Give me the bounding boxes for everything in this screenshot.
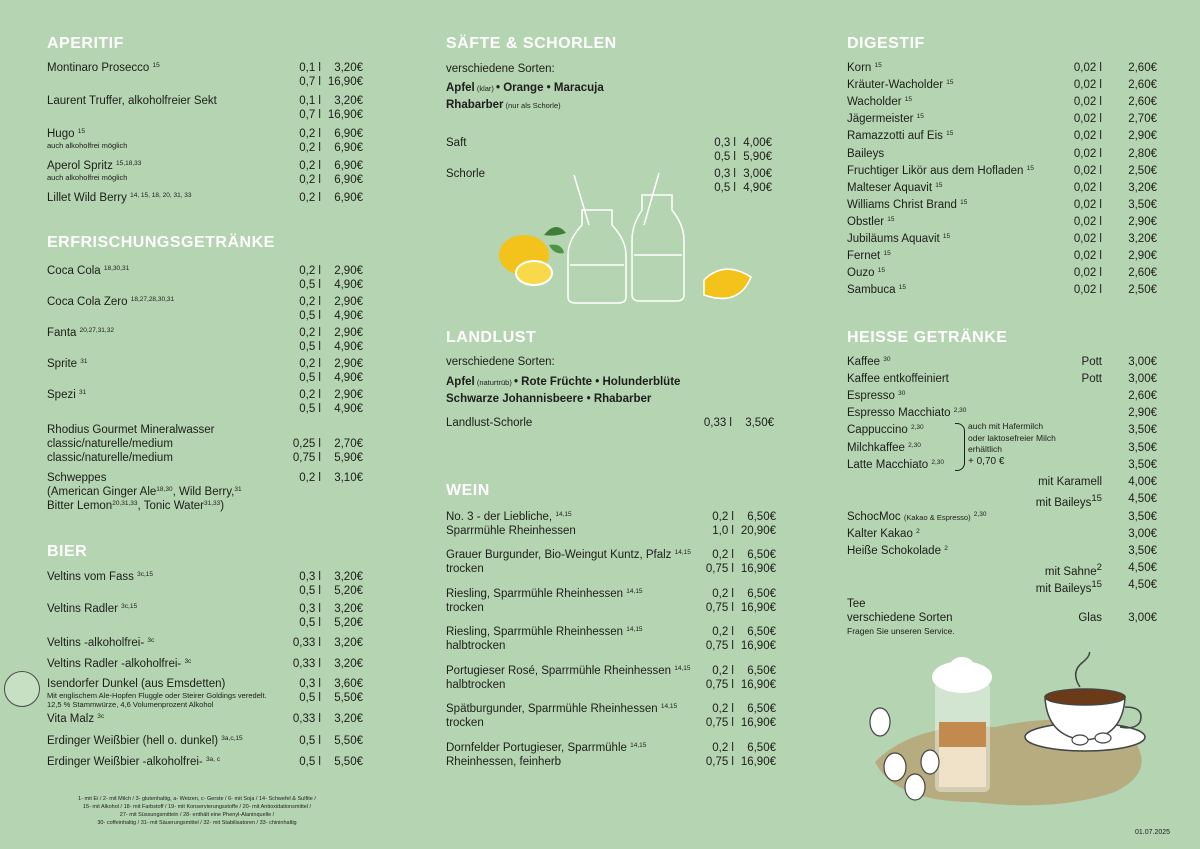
size-value: 0,75 l [705,717,734,729]
hot-drink-item: Espresso Macchiato $^{2,30}$ 2,90€ [847,407,1157,420]
price-value: 3,20€ [334,603,363,615]
digestif-item-name: Korn $^{15}$ [847,62,882,74]
isendorfer-item [47,677,363,709]
price-value: 6,90€ [334,142,363,154]
aperitif-item [47,61,363,88]
juice-item [446,136,776,163]
digestif-item [847,181,1157,195]
size-value: 0,33 l [292,637,321,649]
price-value: 3,50€ [1128,424,1157,437]
saefte-flavors-1: Apfel (klar) • Orange • Maracuja [446,82,604,94]
aperitif-item-name: Laurent Truffer, alkoholfreier Sekt [47,95,217,107]
price-value: 3,50€ [1128,458,1157,471]
size-value: 0,02 l [1073,233,1102,245]
landlust-item [446,416,776,430]
price-value: 6,50€ [747,742,776,754]
price-value: 3,50€ [1128,511,1157,523]
size-value: 0,2 l [299,160,321,172]
aperitif-item [47,94,363,121]
size-value: 0,2 l [299,389,321,401]
water-line2: classic/naturelle/medium [47,438,173,450]
schweppes-item [47,471,363,513]
wine-item: Dornfelder Portugieser, Sparrmühle $^{14,15}$ Rheinhessen, feinherb 0,2 l 0,75 l 6,50€ 16,90€ [446,742,776,768]
price-value: 3,50€ [1128,545,1157,558]
digestif-item-name: Williams Christ Brand $^{15}$ [847,198,968,211]
price-value: 3,20€ [334,713,363,725]
wine-item-name: Portugieser Rosé, Sparrmühle Rheinhessen $^{14,15}$ [446,665,691,677]
section-title-digestif: DIGESTIF [847,35,925,52]
size-value: 0,02 l [1073,250,1102,263]
size-value: 0,2 l [299,327,321,339]
price-value: 4,90€ [334,310,363,322]
price-value: 3,20€ [334,62,363,74]
price-value: 3,50€ [1128,441,1157,454]
section-title-aperitif: APERITIF [47,35,124,52]
price-value: 2,60€ [1128,96,1157,109]
size-value: 0,2 l [299,174,321,186]
size-value: 0,5 l [299,403,321,415]
size-value: 0,02 l [1073,267,1102,280]
hot-drink-item: Espresso $^{30}$ 2,60€ [847,390,1157,403]
size-value: 0,02 l [1073,215,1102,228]
price-value: 2,60€ [1128,267,1157,280]
price-value: 4,50€ [1128,579,1157,592]
hot-drink-note: mit Sahne$^2$ [1044,562,1102,579]
aperitif-item: Aperol Spritz $^{15,18,33}$ auch alkoholfrei möglich 0,2 l 0,2 l 6,90€ 6,90€ [47,160,363,186]
hot-drink-item: Cappuccino $^{2,30}$ 3,50€ [847,424,1157,437]
beer-item-name: Veltins -alkoholfrei- $^{3c}$ [47,637,155,649]
price-value: 2,60€ [1128,62,1157,74]
tee-item [847,597,1157,637]
size-value: 0,2 l [299,142,321,154]
price-value: 5,20€ [334,617,363,629]
hot-drink-note: Pott [1081,356,1102,368]
size-value: 0,2 l [299,192,321,204]
price-value: 3,20€ [1128,233,1157,245]
section-title-bier: BIER [47,543,88,560]
isendorfer-price: 3,60€ [334,678,363,690]
size-value: 0,75 l [705,563,734,575]
beer-item [47,755,363,769]
section-title-saefte: SÄFTE & SCHORLEN [446,35,617,52]
size-value: 0,02 l [1073,181,1102,194]
size-value: 0,75 l [705,679,734,691]
price-value: 4,90€ [334,279,363,291]
beer-item-name: Erdinger Weißbier -alkoholfrei- $^{3a, c}$ [47,756,221,768]
beer-item [47,602,363,629]
latte-glass-icon [932,657,992,792]
water-item [47,423,363,465]
price-value: 3,00€ [1128,373,1157,386]
saefte-intro: verschiedene Sorten: [446,63,555,75]
price-value: 16,90€ [327,109,363,121]
price-value: 3,50€ [1128,198,1157,211]
water-size: 0,75 l [292,452,321,464]
hot-drink-item: SchocMoc (Kakao & Espresso) $^{2,30}$ 3,50€ [847,511,1157,523]
price-value: 2,60€ [1128,390,1157,403]
size-value: 0,2 l [712,703,734,715]
lemon-icon [499,227,566,285]
digestif-item [847,129,1157,143]
hot-drink-note: mit Baileys$^{15}$ [1035,492,1102,509]
size-value: 0,1 l [299,95,321,107]
size-value: 0,2 l [299,265,321,277]
size-value: 0,1 l [299,62,321,74]
size-value: 0,3 l [299,603,321,615]
size-value: 0,5 l [299,756,321,768]
drink-item [47,295,363,322]
beer-item-name: Veltins Radler -alkoholfrei- $^{3c}$ [47,658,192,670]
schweppes-line2: (American Ginger Ale$^{18,30}$, Wild Berry,$^{31}$ [47,486,242,498]
saefte-flavors-2: Rhabarber (nur als Schorle) [446,99,561,111]
schweppes-name: Schweppes [47,472,107,484]
size-value: 0,2 l [712,549,734,561]
isendorfer-sub1: Mit englischem Ale-Hopfen Fluggle oder Steirer Goldings veredelt. [47,691,267,700]
size-value: 0,5 l [299,735,321,747]
milk-note: auch mit Hafermilch oder laktosefreier Milch erhältlich + 0,70 € [968,421,1056,467]
digestif-item [847,147,1157,161]
hot-drink-note [977,544,1102,558]
price-value: 4,90€ [743,182,772,194]
digestif-item [847,215,1157,229]
price-value: 2,90€ [1128,250,1157,263]
price-value: 5,50€ [334,756,363,768]
price-value: 16,90€ [740,602,776,614]
size-value: 0,5 l [714,151,736,163]
price-value: 6,90€ [334,174,363,186]
digestif-item-name: Sambuca $^{15}$ [847,284,907,297]
aperitif-item-name: Lillet Wild Berry $^{14, 15, 18, 20, 31, 33}$ [47,192,192,204]
size-value: 0,02 l [1073,130,1102,143]
price-value: 5,50€ [334,735,363,747]
price-value: 6,50€ [747,703,776,715]
digestif-item-name: Jägermeister $^{15}$ [847,113,924,126]
tee-label: Tee [847,598,866,610]
price-value: 16,90€ [740,563,776,575]
price-value: 3,00€ [1128,356,1157,368]
drink-item [47,326,363,353]
digestif-item-name: Obstler $^{15}$ [847,215,895,228]
wine-item-name: Riesling, Sparrmühle Rheinhessen $^{14,15}$ [446,626,643,638]
tee-price: 3,00€ [1128,612,1157,624]
aperitif-item: Hugo $^{15}$ auch alkoholfrei möglich 0,2 l 0,2 l 6,90€ 6,90€ [47,128,363,154]
digestif-item [847,232,1157,246]
price-value: 4,00€ [1128,475,1157,488]
drink-item [47,388,363,415]
size-value: 0,5 l [299,341,321,353]
size-value: 0,02 l [1073,147,1102,160]
hot-drink-item: Heiße Schokolade $^2$ 3,50€ [847,545,1157,558]
digestif-item [847,283,1157,297]
price-value: 16,90€ [740,717,776,729]
price-value: 6,50€ [747,511,776,523]
isendorfer-size: 0,5 l [299,692,321,704]
wine-item-name: No. 3 - der Liebliche, $^{14,15}$ [446,511,572,523]
landlust-item-name: Landlust-Schorle [446,417,533,429]
price-value: 3,20€ [334,658,363,670]
drink-item-name: Coca Cola $^{18,30,31}$ [47,265,130,277]
price-value: 6,50€ [747,549,776,561]
digestif-item [847,95,1157,109]
size-value: 0,5 l [299,585,321,597]
digestif-item [847,164,1157,178]
beer-item-name: Veltins vom Fass $^{3c,15}$ [47,571,154,583]
digestif-item-name: Ouzo $^{15}$ [847,267,885,280]
price-value: 3,00€ [1128,528,1157,541]
size-value: 0,02 l [1073,284,1102,297]
size-value: 0,2 l [299,358,321,370]
price-value: 2,90€ [334,296,363,308]
beer-item [47,657,363,671]
milk-note-brace [955,423,965,471]
wine-item: Grauer Burgunder, Bio-Weingut Kuntz, Pfalz $^{14,15}$ trocken 0,2 l 0,75 l 6,50€ 16,90€ [446,549,776,575]
price-value: 4,90€ [334,372,363,384]
isendorfer-size: 0,3 l [299,678,321,690]
section-title-landlust: LANDLUST [446,329,537,346]
size-value: 0,33 l [292,658,321,670]
drink-item-name: Sprite $^{31}$ [47,358,88,370]
wine-item-name: Riesling, Sparrmühle Rheinhessen $^{14,15}$ [446,588,643,600]
juice-item-name: Saft [446,137,467,149]
digestif-item [847,198,1157,212]
isendorfer-name: Isendorfer Dunkel (aus Emsdetten) [47,678,226,690]
footnote-line: 1- mit Ei / 2- mit Milch / 3- glutenhaltig, a- Weizen, c- Gerste / 6- mit Soja / 14- Schwefel & Sulfite / [78,796,316,802]
hot-drink-note [977,389,1102,403]
price-value: 2,90€ [334,389,363,401]
price-value: 2,90€ [1128,130,1157,143]
size-value: 0,2 l [712,742,734,754]
size-value: 0,75 l [705,756,734,768]
price-value: 6,90€ [334,192,363,204]
price-value: 5,20€ [334,585,363,597]
footnote-line: 15- mit Alkohol / 18- mit Farbstoff / 19- mit Konservierungsstoffe / 20- mit Antioxidationsmittel / [82,804,312,810]
water-name: Rhodius Gourmet Mineralwasser [47,424,215,436]
digestif-item-name: Fruchtiger Likör aus dem Hofladen $^{15}$ [847,164,1034,177]
landlust-flavors-1: Apfel (naturtrüb) • Rote Früchte • Holunderblüte [446,376,681,388]
size-value: 0,75 l [705,640,734,652]
digestif-item-name: Malteser Aquavit $^{15}$ [847,181,943,194]
digestif-item-name: Fernet $^{15}$ [847,250,891,263]
price-value: 16,90€ [327,76,363,88]
hot-drink-note: mit Karamell [1038,475,1102,488]
schweppes-price: 3,10€ [334,472,363,484]
price-value: 3,20€ [334,571,363,583]
price-value: 3,20€ [334,637,363,649]
hot-drink-item: Kalter Kakao $^2$ 3,00€ [847,528,1157,541]
hot-drink-note [977,406,1102,420]
digestif-item-name: Wacholder $^{15}$ [847,96,912,109]
wine-item: No. 3 - der Liebliche, $^{14,15}$ Sparrmühle Rheinhessen 0,2 l 1,0 l 6,50€ 20,90€ [446,511,776,537]
size-value: 0,02 l [1073,113,1102,126]
price-value: 20,90€ [740,525,776,537]
beer-item [47,712,363,726]
price-value: 2,90€ [334,265,363,277]
size-value: 0,02 l [1073,79,1102,92]
price-value: 3,00€ [743,168,772,180]
size-value: 0,2 l [299,296,321,308]
tee-line2: verschiedene Sorten [847,612,953,624]
hot-drink-item: Kaffee entkoffeiniert Pott 3,00€ [847,373,1157,386]
size-value: 0,3 l [299,571,321,583]
price-value: 3,20€ [334,95,363,107]
date-stamp: 01.07.2025 [1135,829,1171,836]
size-value: 0,5 l [299,372,321,384]
size-value: 0,33 l [292,713,321,725]
price-value: 4,90€ [334,341,363,353]
beer-item [47,570,363,597]
aperitif-item-name: Hugo $^{15}$ [47,128,85,140]
price-value: 2,70€ [1128,113,1157,126]
hot-drink-item: Milchkaffee $^{2,30}$ 3,50€ [847,441,1157,454]
landlust-price: 3,50€ [745,417,774,429]
hot-drink-note: Pott [1081,373,1102,386]
landlust-flavors-2: Schwarze Johannisbeere • Rhabarber [446,393,652,405]
size-value: 0,02 l [1073,198,1102,211]
price-value: 6,90€ [334,128,363,140]
size-value: 0,2 l [712,511,734,523]
price-value: 3,20€ [1128,181,1157,194]
price-value: 16,90€ [740,756,776,768]
hot-drink-note: mit Baileys$^{15}$ [1035,579,1102,596]
drink-item-name: Coca Cola Zero $^{18,27,28,30,31}$ [47,296,175,308]
price-value: 2,50€ [1128,164,1157,177]
price-value: 2,60€ [1128,79,1157,92]
price-value: 4,50€ [1128,492,1157,505]
drink-item-name: Spezi $^{31}$ [47,389,87,401]
footnotes [47,795,347,827]
size-value: 0,2 l [712,665,734,677]
size-value: 0,2 l [712,626,734,638]
price-value: 6,50€ [747,588,776,600]
brewery-seal-icon [4,671,40,707]
aperitif-item-name: Aperol Spritz $^{15,18,33}$ [47,160,142,172]
lemon-wedge-icon [704,269,751,298]
service-note: Fragen Sie unseren Service. [847,626,955,636]
size-value: 0,02 l [1073,96,1102,109]
digestif-item [847,266,1157,280]
price-value: 6,90€ [334,160,363,172]
section-title-heiss: HEISSE GETRÄNKE [847,329,1008,346]
wine-item: Riesling, Sparrmühle Rheinhessen $^{14,15}$ trocken 0,2 l 0,75 l 6,50€ 16,90€ [446,588,776,614]
price-value: 2,90€ [1128,407,1157,420]
size-value: 0,3 l [714,168,736,180]
digestif-item [847,112,1157,126]
beer-item [47,734,363,748]
price-value: 6,50€ [747,626,776,638]
hot-drink-item: Latte Macchiato $^{2,30}$ 3,50€ [847,458,1157,471]
digestif-item-name: Ramazzotti auf Eis $^{15}$ [847,130,954,143]
price-value: 2,90€ [334,358,363,370]
schweppes-line3: Bitter Lemon$^{20,31,33}$, Tonic Water$^{31,33}$) [47,500,225,512]
size-value: 1,0 l [712,525,734,537]
digestif-item [847,249,1157,263]
hot-drink-note [977,510,1102,524]
price-value: 2,50€ [1128,284,1157,297]
size-value: 0,5 l [299,279,321,291]
size-value: 0,2 l [299,128,321,140]
digestif-item-name: Baileys [847,147,885,160]
beer-item-name: Erdinger Weißbier (hell o. dunkel) $^{3a,c,15}$ [47,735,243,747]
footnote-line: 30- coffeinhaltig / 31- mit Säuerungsmittel / 32- mit Stabilisatoren / 33- chininhaltig [97,820,297,826]
aperitif-item [47,191,363,205]
price-value: 2,90€ [1128,215,1157,228]
price-value: 16,90€ [740,640,776,652]
beer-item-name: Veltins Radler $^{3c,15}$ [47,603,138,615]
schweppes-size: 0,2 l [299,472,321,484]
price-value: 6,50€ [747,665,776,677]
water-price: 5,90€ [334,452,363,464]
water-line3: classic/naturelle/medium [47,452,173,464]
digestif-item-name: Kräuter-Wacholder $^{15}$ [847,79,954,92]
price-value: 5,90€ [743,151,772,163]
beer-item [47,636,363,650]
digestif-item [847,61,1157,75]
juice-item-name: Schorle [446,168,485,180]
water-price: 2,70€ [334,438,363,450]
price-value: 4,00€ [743,137,772,149]
water-size: 0,25 l [292,438,321,450]
size-value: 0,75 l [705,602,734,614]
size-value: 0,02 l [1073,164,1102,177]
size-value: 0,5 l [299,310,321,322]
isendorfer-sub2: 12,5 % Stammwürze, 4,6 Volumenprozent Alkohol [47,700,214,709]
isendorfer-price: 5,50€ [334,692,363,704]
price-value: 2,90€ [334,327,363,339]
section-title-wein: WEIN [446,482,490,499]
price-value: 4,90€ [334,403,363,415]
price-value: 16,90€ [740,679,776,691]
beer-item-name: Vita Malz $^{3c}$ [47,713,105,725]
aperitif-item-name: Montinaro Prosecco $^{15}$ [47,62,160,74]
wine-item: Spätburgunder, Sparrmühle Rheinhessen $^{14,15}$ trocken 0,2 l 0,75 l 6,50€ 16,90€ [446,703,776,729]
size-value: 0,7 l [299,76,321,88]
price-value: 4,50€ [1128,562,1157,575]
digestif-item-name: Jubiläums Aquavit $^{15}$ [847,233,951,245]
tee-glass: Glas [1078,612,1102,624]
wine-item: Portugieser Rosé, Sparrmühle Rheinhessen $^{14,15}$ halbtrocken 0,2 l 0,75 l 6,50€ 16,90€ [446,665,776,691]
size-value: 0,02 l [1073,62,1102,74]
drink-item [47,264,363,291]
drink-item-name: Fanta $^{20,27,31,32}$ [47,327,114,339]
wine-item-name: Grauer Burgunder, Bio-Weingut Kuntz, Pfalz $^{14,15}$ [446,549,691,561]
size-value: 0,3 l [714,137,736,149]
price-value: 2,80€ [1128,147,1157,160]
hot-drink-note [977,527,1102,541]
size-value: 0,5 l [714,182,736,194]
lemon-bottles-illustration [494,165,759,310]
section-title-erfrischung: ERFRISCHUNGSGETRÄNKE [47,234,275,251]
drink-item [47,357,363,384]
coffee-illustration [855,652,1160,812]
hot-drink-item: Kaffee $^{30}$ Pott 3,00€ [847,356,1157,368]
size-value: 0,5 l [299,617,321,629]
wine-item-name: Dornfelder Portugieser, Sparrmühle $^{14,15}$ [446,742,647,754]
landlust-size: 0,33 l [703,417,732,429]
wine-item-name: Spätburgunder, Sparrmühle Rheinhessen $^{14,15}$ [446,703,678,715]
size-value: 0,7 l [299,109,321,121]
digestif-item [847,78,1157,92]
size-value: 0,2 l [712,588,734,600]
wine-item: Riesling, Sparrmühle Rheinhessen $^{14,15}$ halbtrocken 0,2 l 0,75 l 6,50€ 16,90€ [446,626,776,652]
footnote-line: 27- mit Süssungsmitteln / 28- enthält eine Phenyl-Alaninquelle / [119,812,275,818]
landlust-intro: verschiedene Sorten: [446,356,555,368]
